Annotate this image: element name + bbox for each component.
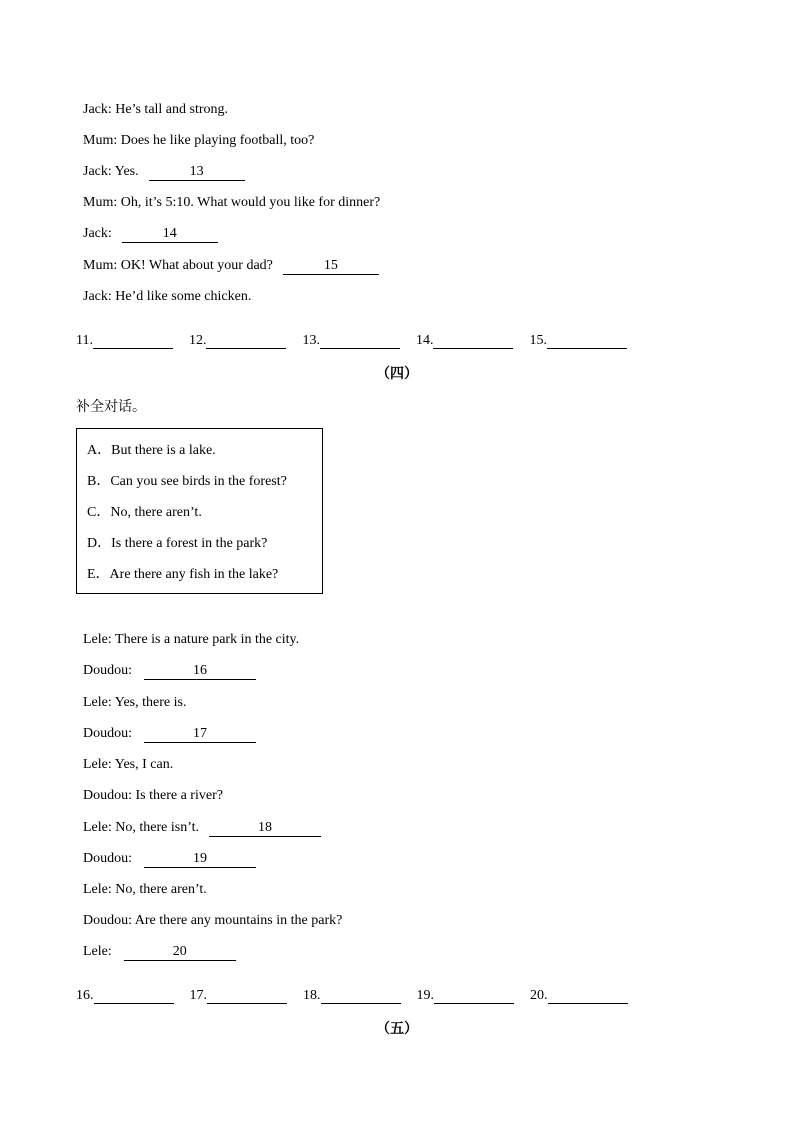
answer-item	[189, 333, 287, 349]
line-text: Yes, I can.	[114, 757, 174, 772]
answer-number: 17.	[189, 988, 207, 1003]
blank-13[interactable]: 13	[149, 164, 245, 181]
answer-row	[76, 333, 643, 349]
speaker: Doudou:	[83, 913, 132, 928]
answer-item	[303, 988, 401, 1004]
speaker: Lele:	[83, 882, 112, 897]
answer-blank[interactable]	[206, 334, 286, 349]
answer-blank[interactable]	[321, 989, 401, 1004]
speaker: Mum:	[83, 195, 118, 210]
answer-number: 11.	[76, 333, 93, 348]
dialogue-line	[76, 769, 223, 805]
line-text: OK! What about your dad?	[120, 258, 273, 273]
blank-19[interactable]: 19	[144, 851, 256, 868]
speaker: Mum:	[83, 258, 118, 273]
line-text: There is a nature park in the city.	[115, 632, 300, 647]
answer-number: 20.	[530, 988, 548, 1003]
speaker: Jack:	[83, 289, 112, 304]
line-text: Oh, it’s 5:10. What would you like for dinner?	[120, 195, 381, 210]
option-d: D．Is there a forest in the park?	[87, 536, 268, 551]
answer-row	[76, 988, 644, 1004]
speaker: Jack:	[83, 226, 112, 241]
line-text: He’s tall and strong.	[115, 102, 229, 117]
option-a: A．But there is a lake.	[87, 443, 216, 458]
answer-blank[interactable]	[93, 334, 173, 349]
option-c: C．No, there aren’t.	[87, 505, 202, 520]
dialogue-line	[76, 270, 251, 306]
speaker: Lele:	[83, 632, 112, 647]
answer-number: 13.	[302, 333, 320, 348]
blank-20[interactable]: 20	[124, 944, 236, 961]
answer-blank[interactable]	[548, 989, 628, 1004]
answer-blank[interactable]	[320, 334, 400, 349]
answer-item	[76, 333, 173, 349]
blank-14[interactable]: 14	[122, 226, 218, 243]
speaker: Jack:	[83, 164, 112, 179]
option-b: B．Can you see birds in the forest?	[87, 474, 287, 489]
answer-blank[interactable]	[434, 989, 514, 1004]
dialogue-line	[76, 207, 218, 243]
blank-18[interactable]: 18	[209, 820, 321, 837]
answer-item	[417, 988, 515, 1004]
speaker: Lele:	[83, 820, 112, 835]
line-text: No, there isn’t.	[115, 820, 199, 835]
line-text: No, there aren’t.	[115, 882, 207, 897]
line-text: Does he like playing football, too?	[120, 133, 315, 148]
line-text: Is there a river?	[135, 788, 223, 803]
speaker: Lele:	[83, 944, 112, 959]
blank-17[interactable]: 17	[144, 726, 256, 743]
speaker: Mum:	[83, 133, 118, 148]
speaker: Doudou:	[83, 726, 132, 741]
speaker: Lele:	[83, 757, 112, 772]
blank-16[interactable]: 16	[144, 663, 256, 680]
speaker: Doudou:	[83, 663, 132, 678]
speaker: Lele:	[83, 695, 112, 710]
dialogue-line	[76, 644, 256, 680]
line-text: Yes.	[114, 164, 139, 179]
answer-item	[76, 988, 174, 1004]
answer-blank[interactable]	[94, 989, 174, 1004]
section-title-5: （五）	[376, 1021, 418, 1037]
answer-number: 18.	[303, 988, 321, 1003]
answer-item	[530, 988, 628, 1004]
options-box	[76, 428, 323, 594]
answer-number: 15.	[529, 333, 547, 348]
line-text: Are there any mountains in the park?	[134, 913, 343, 928]
option-e: E．Are there any fish in the lake?	[87, 567, 279, 582]
answer-number: 19.	[416, 988, 434, 1003]
answer-blank[interactable]	[547, 334, 627, 349]
answer-number: 16.	[76, 988, 94, 1003]
instruction: 补全对话。	[76, 399, 146, 415]
speaker: Jack:	[83, 102, 112, 117]
speaker: Doudou:	[83, 788, 132, 803]
answer-blank[interactable]	[433, 334, 513, 349]
answer-number: 12.	[188, 333, 207, 348]
answer-item	[302, 333, 400, 349]
speaker: Doudou:	[83, 851, 132, 866]
answer-item	[529, 333, 627, 349]
section-title-4: （四）	[376, 366, 418, 382]
dialogue-line	[76, 925, 236, 961]
blank-15[interactable]: 15	[283, 258, 379, 275]
answer-blank[interactable]	[207, 989, 287, 1004]
answer-item	[190, 988, 288, 1004]
answer-number: 14.	[415, 333, 434, 348]
line-text: Yes, there is.	[114, 695, 187, 710]
answer-item	[416, 333, 514, 349]
line-text: He’d like some chicken.	[115, 289, 252, 304]
